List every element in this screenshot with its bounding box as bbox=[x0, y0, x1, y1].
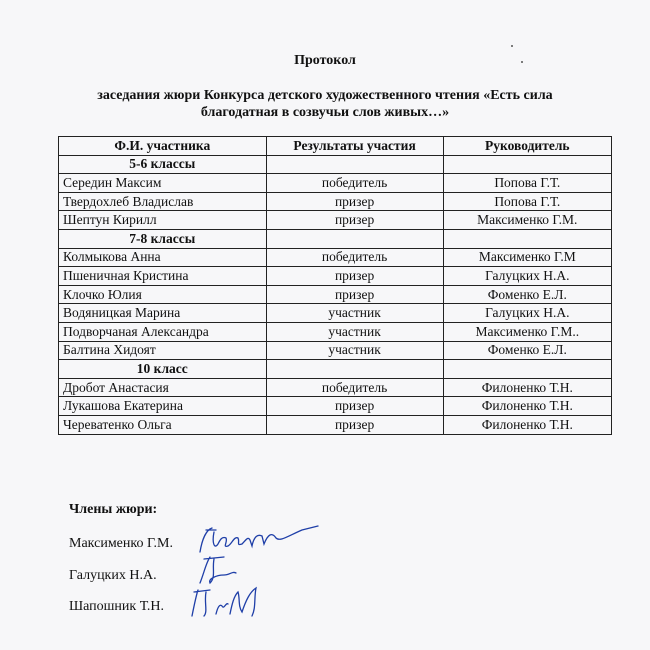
jury-title: Члены жюри: bbox=[69, 502, 158, 517]
participant-leader: Фоменко Е.Л. bbox=[443, 341, 611, 360]
participant-result: призер bbox=[266, 285, 443, 304]
empty-cell bbox=[266, 360, 443, 379]
subtitle-line-2: благодатная в созвучьи слов живых…» bbox=[200, 105, 450, 120]
table-row bbox=[59, 304, 612, 323]
paper-speck bbox=[511, 45, 513, 47]
participant-result: победитель bbox=[266, 248, 443, 267]
participant-leader: Филоненко Т.Н. bbox=[443, 415, 611, 434]
table-row bbox=[59, 415, 612, 434]
class-group-label: 5-6 классы bbox=[59, 155, 267, 174]
empty-cell bbox=[443, 155, 611, 174]
participant-name: Пшеничная Кристина bbox=[59, 267, 267, 286]
class-group-row bbox=[59, 155, 612, 174]
participant-name: Середин Максим bbox=[59, 174, 267, 193]
table-body bbox=[59, 155, 612, 434]
participant-name: Шептун Кирилл bbox=[59, 211, 267, 230]
empty-cell bbox=[266, 155, 443, 174]
participant-result: призер bbox=[266, 192, 443, 211]
participant-leader: Максименко Г.М bbox=[443, 248, 611, 267]
participant-leader: Попова Г.Т. bbox=[443, 192, 611, 211]
participant-result: участник bbox=[266, 322, 443, 341]
participant-leader: Попова Г.Т. bbox=[443, 174, 611, 193]
table-row bbox=[59, 174, 612, 193]
document-subtitle bbox=[0, 87, 650, 121]
participant-result: победитель bbox=[266, 174, 443, 193]
table-row bbox=[59, 341, 612, 360]
participant-name: Клочко Юлия bbox=[59, 285, 267, 304]
table-header-row bbox=[59, 137, 612, 156]
document-title: Протокол bbox=[294, 53, 356, 68]
participant-name: Лукашова Екатерина bbox=[59, 397, 267, 416]
table-row bbox=[59, 285, 612, 304]
table-row bbox=[59, 248, 612, 267]
participant-name: Череватенко Ольга bbox=[59, 415, 267, 434]
header-participant: Ф.И. участника bbox=[59, 137, 267, 156]
paper-speck bbox=[521, 61, 523, 63]
participant-result: участник bbox=[266, 341, 443, 360]
header-leader: Руководитель bbox=[443, 137, 611, 156]
participant-leader: Фоменко Е.Л. bbox=[443, 285, 611, 304]
table-row bbox=[59, 322, 612, 341]
table-row bbox=[59, 192, 612, 211]
participant-result: призер bbox=[266, 267, 443, 286]
class-group-label: 7-8 классы bbox=[59, 229, 267, 248]
table-row bbox=[59, 397, 612, 416]
subtitle-line-1: заседания жюри Конкурса детского художественного чтения «Есть сила bbox=[97, 88, 553, 103]
participant-name: Колмыкова Анна bbox=[59, 248, 267, 267]
results-table bbox=[58, 136, 612, 435]
table-row bbox=[59, 211, 612, 230]
participant-result: участник bbox=[266, 304, 443, 323]
jury-member: Галуцких Н.А. bbox=[69, 568, 157, 583]
participant-name: Водяницкая Марина bbox=[59, 304, 267, 323]
participant-name: Подворчаная Александра bbox=[59, 322, 267, 341]
participant-leader: Галуцких Н.А. bbox=[443, 304, 611, 323]
participant-leader: Максименко Г.М.. bbox=[443, 322, 611, 341]
table-row bbox=[59, 267, 612, 286]
participant-name: Дробот Анастасия bbox=[59, 378, 267, 397]
participant-result: победитель bbox=[266, 378, 443, 397]
header-result: Результаты участия bbox=[266, 137, 443, 156]
class-group-row bbox=[59, 360, 612, 379]
participant-leader: Филоненко Т.Н. bbox=[443, 397, 611, 416]
empty-cell bbox=[266, 229, 443, 248]
participant-result: призер bbox=[266, 211, 443, 230]
participant-result: призер bbox=[266, 415, 443, 434]
class-group-label: 10 класс bbox=[59, 360, 267, 379]
jury-member: Шапошник Т.Н. bbox=[69, 599, 164, 614]
participant-leader: Максименко Г.М. bbox=[443, 211, 611, 230]
participant-name: Твердохлеб Владислав bbox=[59, 192, 267, 211]
empty-cell bbox=[443, 360, 611, 379]
table-row bbox=[59, 378, 612, 397]
participant-leader: Галуцких Н.А. bbox=[443, 267, 611, 286]
participant-leader: Филоненко Т.Н. bbox=[443, 378, 611, 397]
signature-galutskikh bbox=[194, 553, 244, 588]
empty-cell bbox=[443, 229, 611, 248]
signature-shaposhnik bbox=[186, 584, 270, 624]
participant-name: Балтина Хидоят bbox=[59, 341, 267, 360]
participant-result: призер bbox=[266, 397, 443, 416]
class-group-row bbox=[59, 229, 612, 248]
jury-member: Максименко Г.М. bbox=[69, 536, 173, 551]
